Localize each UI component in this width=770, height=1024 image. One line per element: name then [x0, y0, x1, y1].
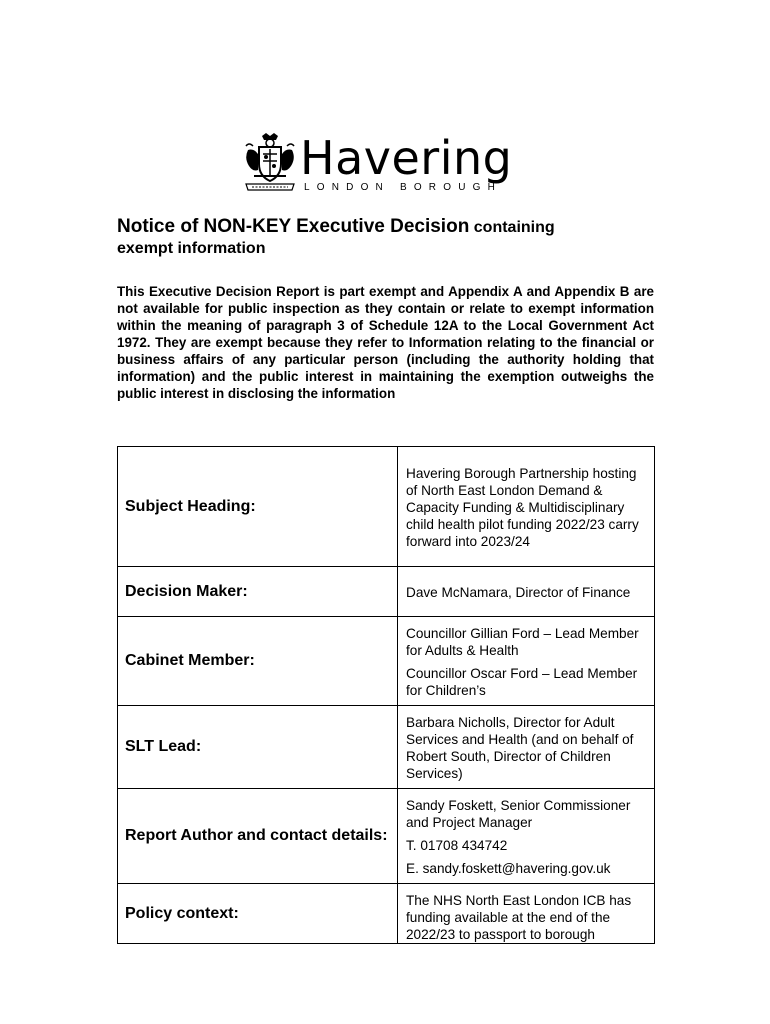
row-value	[398, 617, 655, 706]
table-row	[118, 567, 655, 617]
row-value-text: Councillor Oscar Ford – Lead Member for Children’s	[406, 666, 638, 698]
row-value-text: Councillor Gillian Ford – Lead Member for Adults & Health	[406, 626, 639, 658]
table-row	[118, 706, 655, 789]
row-value-text: The NHS North East London ICB has funding available at the end of the 2022/23 to passport to borough	[406, 893, 632, 942]
title-main: Notice of NON-KEY Executive Decision	[117, 216, 470, 237]
page-title	[117, 216, 677, 258]
title-second-line: exempt information	[117, 240, 266, 257]
havering-logo	[240, 132, 525, 198]
row-value-text: E. sandy.foskett@havering.gov.uk	[406, 861, 611, 876]
table-row	[118, 884, 655, 944]
row-value	[398, 567, 655, 617]
row-label: Subject Heading:	[118, 447, 398, 567]
table-row	[118, 617, 655, 706]
logo-subtitle: LONDON BOROUGH	[304, 182, 503, 193]
row-label: Policy context:	[118, 884, 398, 944]
row-value-text: Havering Borough Partnership hosting of North East London Demand & Capacity Funding & Multidisciplinary child health pilot funding 2022/23 carry forward into 2023/24	[406, 466, 639, 549]
exempt-notice: This Executive Decision Report is part exempt and Appendix A and Appendix B are not available for public inspection as they contain or relate to exempt information within the meaning of paragraph 3 of Schedule 12A to the Local Government Act 1972. They are exempt because they refer to Information relating to the financial or business affairs of any particular person (including the authority holding that information) and the public interest in maintaining the exemption outweighs the public interest in disclosing the information	[117, 284, 654, 401]
row-value	[398, 447, 655, 567]
table-row	[118, 447, 655, 567]
row-label: SLT Lead:	[118, 706, 398, 789]
row-value-text: Dave McNamara, Director of Finance	[406, 585, 631, 600]
row-label: Decision Maker:	[118, 567, 398, 617]
coat-of-arms-icon	[240, 132, 298, 192]
row-label: Report Author and contact details:	[118, 789, 398, 884]
row-label: Cabinet Member:	[118, 617, 398, 706]
row-value-text: Sandy Foskett, Senior Commissioner and Project Manager	[406, 798, 631, 830]
row-value	[398, 706, 655, 789]
row-value-text: T. 01708 434742	[406, 838, 508, 853]
table-row	[118, 789, 655, 884]
row-value	[398, 884, 655, 944]
logo-wordmark: Havering	[300, 131, 513, 185]
title-suffix: containing	[473, 219, 555, 236]
decision-table	[117, 446, 655, 944]
row-value	[398, 789, 655, 884]
row-value-text: Barbara Nicholls, Director for Adult Services and Health (and on behalf of Robert South, Director of Children Services)	[406, 715, 634, 781]
